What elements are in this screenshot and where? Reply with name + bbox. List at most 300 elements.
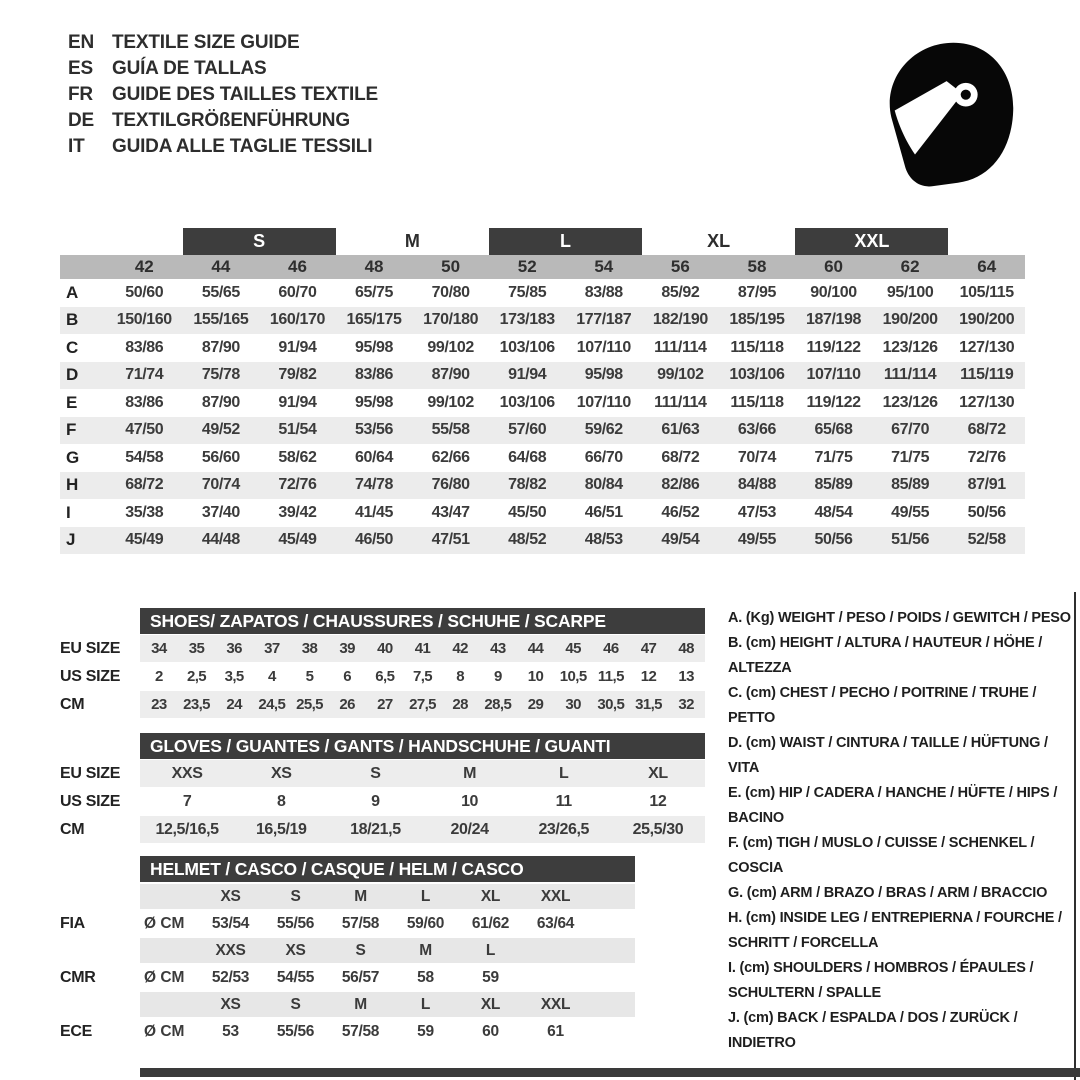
helmet-size-header: L xyxy=(420,995,431,1013)
row-letter: G xyxy=(66,447,80,467)
shoes-value-cell: 2,5 xyxy=(186,668,207,685)
shoes-value-cell: 30,5 xyxy=(597,696,625,713)
size-value-cell: 85/92 xyxy=(661,283,700,301)
helmet-value-cell: 55/56 xyxy=(276,914,315,932)
size-value-cell: 85/89 xyxy=(814,476,853,494)
gloves-row-label: EU SIZE xyxy=(60,764,121,782)
size-value-cell: 65/75 xyxy=(355,283,394,301)
gloves-value-cell: 12,5/16,5 xyxy=(155,820,219,838)
size-value-cell: 76/80 xyxy=(431,476,470,494)
shoes-value-cell: 47 xyxy=(640,640,657,657)
size-value-cell: 95/98 xyxy=(584,366,623,384)
size-value-cell: 182/190 xyxy=(652,311,708,329)
size-column-header: 52 xyxy=(517,257,537,276)
size-column-header: 48 xyxy=(364,257,384,276)
gloves-value-cell: 11 xyxy=(555,792,572,810)
helmet-size-header: XXL xyxy=(540,995,571,1013)
textile-row-e xyxy=(60,389,1025,417)
shoes-value-cell: 28,5 xyxy=(484,696,512,713)
helmet-size-header: M xyxy=(419,941,432,959)
helmet-value-cell: 61/62 xyxy=(471,914,510,932)
measurement-legend xyxy=(728,606,1072,1056)
shoes-value-cell: 48 xyxy=(678,640,694,657)
helmet-value-cell: 57/58 xyxy=(341,1022,380,1040)
helmet-value-cell: 58 xyxy=(417,968,434,986)
size-column-header: 42 xyxy=(134,257,154,276)
legend-item: F. (cm) TIGH / MUSLO / CUISSE / SCHENKEL / COSCIA xyxy=(728,835,1035,876)
legend-item: B. (cm) HEIGHT / ALTURA / HAUTEUR / HÖHE / ALTEZZA xyxy=(728,635,1043,676)
size-value-cell: 72/76 xyxy=(967,448,1006,466)
language-title: GUIDA ALLE TAGLIE TESSILI xyxy=(112,136,373,157)
size-value-cell: 170/180 xyxy=(423,311,479,329)
language-title: GUIDE DES TAILLES TEXTILE xyxy=(112,84,378,105)
helmet-value-cell: 54/55 xyxy=(276,968,315,986)
bottom-border-bar xyxy=(140,1068,1080,1077)
size-value-cell: 66/70 xyxy=(584,448,623,466)
size-value-cell: 173/183 xyxy=(499,311,555,329)
size-value-cell: 46/50 xyxy=(355,531,394,549)
helmet-size-header: XXS xyxy=(215,941,246,959)
helmet-size-header: XS xyxy=(285,941,306,959)
helmet-value-cell: 59 xyxy=(417,1022,434,1040)
legend-item: C. (cm) CHEST / PECHO / POITRINE / TRUHE / PETTO xyxy=(728,685,1037,726)
size-value-cell: 111/114 xyxy=(883,366,937,384)
size-band-xl: XL xyxy=(707,231,731,251)
gloves-value-cell: 8 xyxy=(276,792,286,810)
shoes-value-cell: 43 xyxy=(490,640,506,657)
size-band-xxl: XXL xyxy=(795,228,948,255)
shoes-value-cell: 6,5 xyxy=(375,668,395,685)
size-column-header: 56 xyxy=(670,257,690,276)
gloves-table-rows xyxy=(60,760,705,843)
language-code: ES xyxy=(68,58,93,79)
shoes-value-cell: 46 xyxy=(603,640,619,657)
size-value-cell: 123/126 xyxy=(882,338,938,356)
gloves-row-label: CM xyxy=(60,820,85,838)
size-value-cell: 53/56 xyxy=(355,421,394,439)
helmet-values-row-cmr xyxy=(60,965,635,990)
helmet-size-header: XS xyxy=(220,995,241,1013)
shoes-row-label: EU SIZE xyxy=(60,639,121,657)
shoes-value-cell: 25,5 xyxy=(296,696,323,713)
size-value-cell: 85/89 xyxy=(891,476,930,494)
helmet-value-cell: 59/60 xyxy=(406,914,445,932)
size-value-cell: 59/62 xyxy=(584,421,623,439)
size-column-header: 46 xyxy=(287,257,307,276)
size-value-cell: 68/72 xyxy=(967,421,1006,439)
size-value-cell: 58/62 xyxy=(278,448,317,466)
textile-measurement-rows xyxy=(60,279,1025,554)
shoes-table-title: SHOES/ ZAPATOS / CHAUSSURES / SCHUHE / SCARPE xyxy=(140,608,705,634)
helmet-table-rows xyxy=(60,884,635,1044)
textile-row-a xyxy=(60,279,1025,307)
size-value-cell: 71/74 xyxy=(125,366,164,384)
language-code: DE xyxy=(68,110,94,131)
helmet-value-cell: 53/54 xyxy=(211,914,250,932)
shoes-value-cell: 42 xyxy=(452,640,468,657)
legend-item: I. (cm) SHOULDERS / HOMBROS / ÉPAULES / SCHULTERN / SPALLE xyxy=(728,960,1034,1001)
size-value-cell: 84/88 xyxy=(737,476,776,494)
textile-row-d xyxy=(60,362,1025,390)
shoes-value-cell: 35 xyxy=(188,640,205,657)
language-code: FR xyxy=(68,84,93,105)
shoes-value-cell: 44 xyxy=(527,640,544,657)
size-value-cell: 55/58 xyxy=(431,421,470,439)
shoes-value-cell: 4 xyxy=(267,668,276,685)
size-value-cell: 51/54 xyxy=(278,421,317,439)
size-value-cell: 90/100 xyxy=(810,283,857,301)
shoes-value-cell: 5 xyxy=(305,668,314,685)
shoes-value-cell: 3,5 xyxy=(224,668,244,685)
textile-row-h xyxy=(60,472,1025,500)
size-value-cell: 49/55 xyxy=(737,531,776,549)
legend-item: D. (cm) WAIST / CINTURA / TAILLE / HÜFTUNG / VITA xyxy=(728,735,1048,776)
textile-size-table xyxy=(60,228,1025,554)
row-letter: D xyxy=(66,365,79,385)
helmet-unit-label: Ø CM xyxy=(144,1022,185,1040)
size-value-cell: 155/165 xyxy=(193,311,249,329)
size-value-cell: 67/70 xyxy=(891,421,930,439)
helmet-value-cell: 59 xyxy=(482,968,499,986)
corner-cell xyxy=(60,255,106,279)
helmet-sizes-row-fia xyxy=(60,884,635,909)
language-code: EN xyxy=(68,32,94,53)
gloves-value-cell: 18/21,5 xyxy=(350,820,401,838)
size-value-cell: 107/110 xyxy=(806,366,861,384)
helmet-value-cell: 61 xyxy=(547,1022,564,1040)
helmet-size-header: S xyxy=(290,887,301,905)
shoes-value-cell: 24,5 xyxy=(258,696,286,713)
helmet-size-header: M xyxy=(354,995,367,1013)
size-value-cell: 190/200 xyxy=(959,311,1015,329)
size-value-cell: 49/52 xyxy=(201,421,240,439)
row-letter: B xyxy=(66,310,79,330)
gloves-row-label: US SIZE xyxy=(60,792,121,810)
helmet-sizes-row-cmr xyxy=(60,938,635,963)
helmet-size-header: L xyxy=(420,887,431,905)
shoes-row-eu-size xyxy=(60,635,705,662)
language-title: TEXTILE SIZE GUIDE xyxy=(112,32,300,53)
size-value-cell: 54/58 xyxy=(125,448,164,466)
shoes-value-cell: 38 xyxy=(301,640,318,657)
size-value-cell: 35/38 xyxy=(125,503,164,521)
size-value-cell: 71/75 xyxy=(891,448,930,466)
shoes-value-cell: 10 xyxy=(527,668,544,685)
size-value-cell: 80/84 xyxy=(584,476,623,494)
helmet-size-header: XS xyxy=(220,887,241,905)
helmet-value-cell: 60 xyxy=(482,1022,499,1040)
shoes-value-cell: 10,5 xyxy=(559,668,587,685)
legend-item: H. (cm) INSIDE LEG / ENTREPIERNA / FOURCHE / SCHRITT / FORCELLA xyxy=(728,910,1062,951)
size-value-cell: 75/78 xyxy=(201,366,240,384)
size-band-row xyxy=(60,228,1025,255)
right-border-line xyxy=(1074,592,1076,1080)
size-value-cell: 49/54 xyxy=(661,531,700,549)
gloves-size-table xyxy=(60,733,705,843)
shoes-value-cell: 26 xyxy=(339,696,355,713)
size-band-l: L xyxy=(489,228,642,255)
helmet-value-cell: 63/64 xyxy=(536,914,575,932)
size-value-cell: 99/102 xyxy=(427,393,474,411)
size-value-cell: 103/106 xyxy=(729,366,785,384)
gloves-value-cell: XL xyxy=(648,764,668,782)
size-value-cell: 48/53 xyxy=(584,531,623,549)
helmet-standard-label: FIA xyxy=(60,914,85,932)
language-row xyxy=(68,82,378,108)
shoes-value-cell: 6 xyxy=(343,668,352,685)
size-column-header: 62 xyxy=(900,257,920,276)
size-value-cell: 45/49 xyxy=(278,531,317,549)
size-column-header: 58 xyxy=(747,257,767,276)
size-value-cell: 123/126 xyxy=(882,393,938,411)
legend-item: G. (cm) ARM / BRAZO / BRAS / ARM / BRACCIO xyxy=(728,885,1048,901)
language-code: IT xyxy=(68,136,85,157)
size-value-cell: 47/50 xyxy=(125,421,164,439)
legend-item: J. (cm) BACK / ESPALDA / DOS / ZURÜCK / INDIETRO xyxy=(728,1010,1018,1051)
shoes-value-cell: 40 xyxy=(377,640,393,657)
size-value-cell: 105/115 xyxy=(959,283,1014,301)
row-letter: A xyxy=(66,282,79,302)
size-value-cell: 91/94 xyxy=(278,338,317,356)
shoes-value-cell: 31,5 xyxy=(635,696,662,713)
row-letter: H xyxy=(66,475,79,495)
gloves-value-cell: 10 xyxy=(461,792,479,810)
legend-item: E. (cm) HIP / CADERA / HANCHE / HÜFTE / HIPS / BACINO xyxy=(728,785,1058,826)
size-value-cell: 99/102 xyxy=(427,338,474,356)
shoes-value-cell: 27,5 xyxy=(409,696,436,713)
helmet-size-header: XL xyxy=(480,995,501,1013)
size-value-cell: 185/195 xyxy=(729,311,785,329)
shoes-value-cell: 8 xyxy=(456,668,465,685)
language-row xyxy=(68,108,378,134)
size-value-cell: 50/60 xyxy=(125,283,164,301)
shoes-value-cell: 11,5 xyxy=(597,668,624,685)
shoes-value-cell: 28 xyxy=(452,696,468,713)
size-value-cell: 72/76 xyxy=(278,476,317,494)
size-value-cell: 111/114 xyxy=(654,393,707,411)
shoes-value-cell: 9 xyxy=(493,668,502,685)
shoes-value-cell: 13 xyxy=(678,668,694,685)
size-value-cell: 47/51 xyxy=(431,531,470,549)
textile-row-g xyxy=(60,444,1025,472)
shoes-value-cell: 27 xyxy=(377,696,393,713)
size-value-cell: 127/130 xyxy=(959,393,1015,411)
shoes-value-cell: 12 xyxy=(640,668,657,685)
size-value-cell: 74/78 xyxy=(355,476,394,494)
size-value-cell: 115/118 xyxy=(730,338,784,356)
gloves-row-eu-size xyxy=(60,760,705,787)
size-value-cell: 68/72 xyxy=(125,476,164,494)
shoes-value-cell: 39 xyxy=(339,640,355,657)
size-value-cell: 87/90 xyxy=(431,366,470,384)
size-value-cell: 107/110 xyxy=(576,393,631,411)
size-value-cell: 115/118 xyxy=(730,393,784,411)
textile-row-c xyxy=(60,334,1025,362)
size-value-cell: 95/100 xyxy=(886,283,934,301)
shoes-value-cell: 32 xyxy=(678,696,694,713)
size-value-cell: 51/56 xyxy=(891,531,930,549)
language-title: GUÍA DE TALLAS xyxy=(112,58,267,79)
textile-row-i xyxy=(60,499,1025,527)
shoes-row-label: CM xyxy=(60,695,85,713)
shoes-row-cm xyxy=(60,691,705,718)
legend-item: A. (Kg) WEIGHT / PESO / POIDS / GEWITCH / PESO xyxy=(728,610,1071,626)
size-value-cell: 37/40 xyxy=(201,503,240,521)
helmet-value-cell: 57/58 xyxy=(341,914,380,932)
shoes-value-cell: 45 xyxy=(565,640,581,657)
helmet-size-table xyxy=(60,856,635,1044)
gloves-value-cell: 20/24 xyxy=(450,820,489,838)
gloves-value-cell: M xyxy=(463,764,477,782)
helmet-sizes-row-ece xyxy=(60,992,635,1017)
size-value-cell: 48/54 xyxy=(814,503,853,521)
shoes-row-label: US SIZE xyxy=(60,667,121,685)
size-value-cell: 95/98 xyxy=(355,338,394,356)
size-value-cell: 63/66 xyxy=(737,421,776,439)
numeric-size-header-row xyxy=(60,255,1025,279)
size-value-cell: 91/94 xyxy=(278,393,317,411)
shoes-value-cell: 23,5 xyxy=(183,696,210,713)
language-title: TEXTILGRÖßENFÜHRUNG xyxy=(112,110,350,131)
size-value-cell: 82/86 xyxy=(661,476,700,494)
gloves-value-cell: S xyxy=(370,764,381,782)
size-value-cell: 48/52 xyxy=(508,531,547,549)
row-letter: J xyxy=(66,530,76,550)
shoes-table-rows xyxy=(60,635,705,718)
size-value-cell: 56/60 xyxy=(201,448,240,466)
size-value-cell: 52/58 xyxy=(967,531,1006,549)
size-column-header: 64 xyxy=(977,257,997,276)
language-row xyxy=(68,134,378,160)
size-value-cell: 41/45 xyxy=(355,503,394,521)
size-value-cell: 50/56 xyxy=(814,531,853,549)
size-value-cell: 99/102 xyxy=(657,366,704,384)
size-value-cell: 83/86 xyxy=(125,338,164,356)
racing-helmet-icon xyxy=(876,36,1024,194)
helmet-size-header: S xyxy=(290,995,301,1013)
size-value-cell: 87/90 xyxy=(201,338,240,356)
size-value-cell: 75/85 xyxy=(508,283,547,301)
gloves-value-cell: XXS xyxy=(171,764,203,782)
size-value-cell: 115/119 xyxy=(960,366,1014,384)
size-value-cell: 70/74 xyxy=(737,448,776,466)
language-title-list xyxy=(68,30,378,160)
size-value-cell: 50/56 xyxy=(967,503,1006,521)
row-letter: E xyxy=(66,392,78,412)
gloves-value-cell: 7 xyxy=(182,792,192,810)
size-value-cell: 119/122 xyxy=(806,338,861,356)
gloves-value-cell: 25,5/30 xyxy=(632,820,684,838)
shoes-value-cell: 2 xyxy=(154,668,163,685)
size-value-cell: 55/65 xyxy=(201,283,240,301)
size-value-cell: 71/75 xyxy=(814,448,853,466)
textile-row-b xyxy=(60,307,1025,335)
size-value-cell: 119/122 xyxy=(806,393,861,411)
gloves-row-cm xyxy=(60,816,705,843)
size-value-cell: 46/52 xyxy=(661,503,700,521)
size-value-cell: 46/51 xyxy=(584,503,623,521)
size-value-cell: 83/86 xyxy=(125,393,164,411)
size-value-cell: 47/53 xyxy=(737,503,776,521)
size-value-cell: 95/98 xyxy=(355,393,394,411)
helmet-values-row-fia xyxy=(60,911,635,936)
size-value-cell: 60/70 xyxy=(278,283,317,301)
helmet-standard-label: ECE xyxy=(60,1022,92,1040)
row-letter: C xyxy=(66,337,79,357)
size-value-cell: 87/90 xyxy=(201,393,240,411)
size-value-cell: 64/68 xyxy=(508,448,547,466)
gloves-row-us-size xyxy=(60,788,705,815)
size-value-cell: 68/72 xyxy=(661,448,700,466)
shoes-value-cell: 34 xyxy=(151,640,167,657)
size-value-cell: 111/114 xyxy=(654,338,707,356)
size-value-cell: 150/160 xyxy=(116,311,172,329)
helmet-size-header: XL xyxy=(480,887,501,905)
gloves-table-title: GLOVES / GUANTES / GANTS / HANDSCHUHE / GUANTI xyxy=(140,733,705,759)
shoes-value-cell: 7,5 xyxy=(412,668,433,685)
shoes-value-cell: 23 xyxy=(151,696,167,713)
size-column-header: 60 xyxy=(824,257,843,276)
size-value-cell: 107/110 xyxy=(576,338,631,356)
gloves-value-cell: 23/26,5 xyxy=(538,820,590,838)
size-value-cell: 165/175 xyxy=(346,311,402,329)
size-value-cell: 87/95 xyxy=(737,283,776,301)
row-letter: I xyxy=(66,502,71,522)
size-value-cell: 83/86 xyxy=(355,366,394,384)
size-value-cell: 44/48 xyxy=(201,531,240,549)
helmet-size-header: XXL xyxy=(540,887,571,905)
row-letter: F xyxy=(66,420,77,440)
size-value-cell: 61/63 xyxy=(661,421,700,439)
helmet-value-cell: 53 xyxy=(222,1022,239,1040)
helmet-value-cell: 55/56 xyxy=(276,1022,315,1040)
language-row xyxy=(68,30,378,56)
size-value-cell: 103/106 xyxy=(499,338,555,356)
size-value-cell: 49/55 xyxy=(891,503,930,521)
helmet-standard-label: CMR xyxy=(60,968,96,986)
size-column-header: 50 xyxy=(441,257,461,276)
size-value-cell: 62/66 xyxy=(431,448,470,466)
size-value-cell: 57/60 xyxy=(508,421,547,439)
gloves-value-cell: XS xyxy=(270,764,292,782)
size-band-m: M xyxy=(404,231,420,251)
shoes-value-cell: 41 xyxy=(414,640,431,657)
gloves-value-cell: 12 xyxy=(649,792,667,810)
size-band-s: S xyxy=(183,228,336,255)
shoes-value-cell: 30 xyxy=(565,696,581,713)
size-value-cell: 65/68 xyxy=(814,421,853,439)
shoes-size-table xyxy=(60,608,705,718)
helmet-value-cell: 56/57 xyxy=(341,968,380,986)
size-value-cell: 70/80 xyxy=(431,283,470,301)
size-value-cell: 190/200 xyxy=(882,311,938,329)
shoes-value-cell: 36 xyxy=(226,640,242,657)
size-column-header: 44 xyxy=(211,257,231,276)
textile-row-f xyxy=(60,417,1025,445)
size-value-cell: 83/88 xyxy=(584,283,623,301)
helmet-unit-label: Ø CM xyxy=(144,968,185,986)
size-value-cell: 177/187 xyxy=(576,311,632,329)
size-value-cell: 79/82 xyxy=(278,366,317,384)
language-row xyxy=(68,56,378,82)
size-value-cell: 91/94 xyxy=(508,366,547,384)
size-value-cell: 160/170 xyxy=(269,311,325,329)
size-value-cell: 70/74 xyxy=(201,476,240,494)
size-value-cell: 87/91 xyxy=(967,476,1006,494)
helmet-size-header: M xyxy=(354,887,367,905)
size-value-cell: 127/130 xyxy=(959,338,1015,356)
helmet-size-header: L xyxy=(485,941,496,959)
